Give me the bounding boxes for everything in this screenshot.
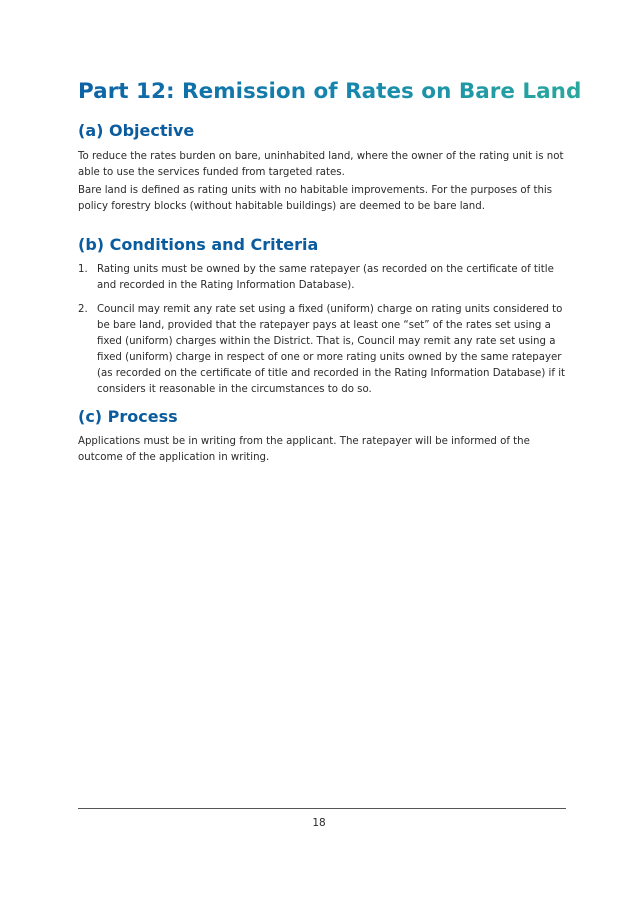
- section-heading-conditions: (b) Conditions and Criteria: [78, 235, 319, 254]
- page-title: Part 12: Remission of Rates on Bare Land: [78, 76, 581, 108]
- section-heading-objective: (a) Objective: [78, 121, 195, 140]
- list-item-text: Rating units must be owned by the same ratepayer (as recorded on the certificate of title and recorded in the Rating Information Database).: [97, 264, 554, 291]
- page-number: 18: [312, 817, 326, 829]
- footer-divider: [78, 808, 566, 809]
- list-item-number: 1.: [78, 264, 88, 275]
- conditions-list: [78, 262, 570, 406]
- list-item-text: Council may remit any rate set using a fixed (uniform) charge on rating units considered to be bare land, provided that the ratepayer pays at least one “set” of the rates set using a fixed (uniform) charges within the District. That is, Council may remit any rate set using a fixed (uniform) charge in respect of one or more rating units owned by the same ratepayer (as recorded on the certificate of title and recorded in the Rating Information Database) if it considers it reasonable in the circumstances to do so.: [97, 304, 566, 395]
- objective-paragraph-1: To reduce the rates burden on bare, uninhabited land, where the owner of the rating unit is not able to use the services funded from targeted rates.: [78, 151, 564, 178]
- section-heading-process: (c) Process: [78, 407, 178, 426]
- objective-paragraph-2: Bare land is defined as rating units with no habitable improvements. For the purposes of this policy forestry blocks (without habitable buildings) are deemed to be bare land.: [78, 185, 553, 212]
- process-paragraph: Applications must be in writing from the applicant. The ratepayer will be informed of the outcome of the application in writing.: [78, 436, 530, 463]
- list-item-number: 2.: [78, 304, 88, 315]
- list-item: [78, 302, 570, 398]
- list-item: [78, 262, 570, 294]
